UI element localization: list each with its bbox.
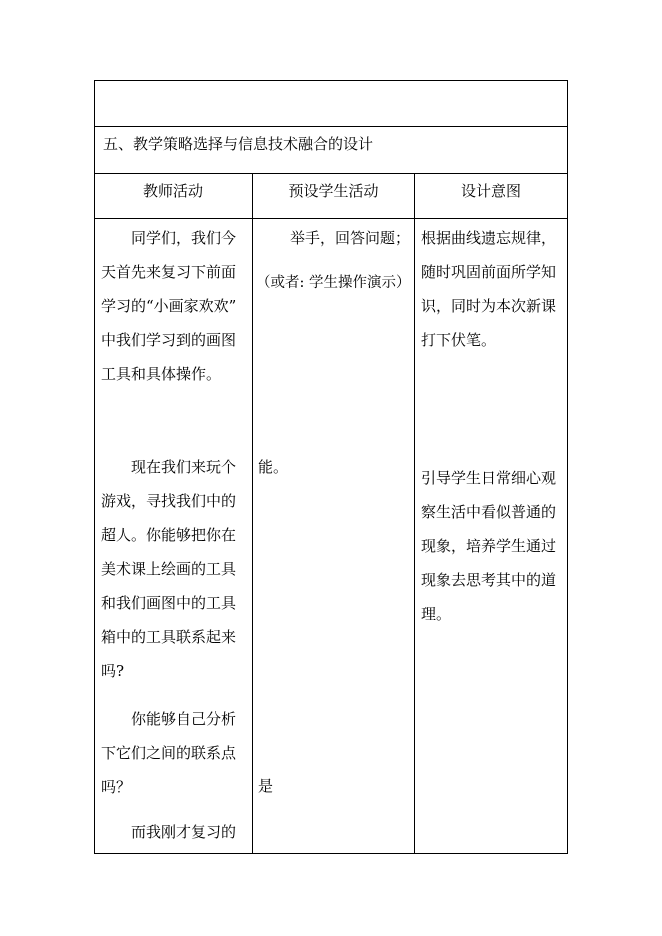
teacher-paragraph-3 <box>101 702 236 804</box>
text-line: 中我们学习到的画图 <box>101 331 237 349</box>
text-line: 打下伏笔。 <box>421 331 497 349</box>
section-title: 五、教学策略选择与信息技术融合的设计 <box>103 135 374 153</box>
text-line: 你能够自己分析 <box>131 710 237 728</box>
header-row-top-border <box>94 173 568 174</box>
text-line: 工具和具体操作。 <box>101 365 222 383</box>
student-response-3: 能。 <box>258 458 289 476</box>
text-line: 超人。你能够把你在 <box>101 526 237 544</box>
text-line: 游戏，寻找我们中的 <box>101 492 237 510</box>
text-line: 而我刚才复习的 <box>131 823 237 841</box>
intent-paragraph-2 <box>421 461 556 631</box>
teacher-paragraph-2 <box>101 450 236 688</box>
text-line: 学习的“小画家欢欢” <box>101 297 237 315</box>
section-row-top-border <box>94 126 568 127</box>
column-divider-2 <box>414 173 415 854</box>
table-bottom-border <box>94 853 568 854</box>
text-line: 察生活中看似普通的 <box>421 503 557 521</box>
text-line: 根据曲线遗忘规律， <box>421 229 557 247</box>
text-line: 和我们画图中的工具 <box>101 594 237 612</box>
student-response-2: （或者: 学生操作演示） <box>256 275 411 291</box>
text-line: 吗？ <box>101 778 132 796</box>
text-line: 现象去思考其中的道 <box>421 571 557 589</box>
text-line: 天首先来复习下前面 <box>101 263 237 281</box>
teacher-paragraph-4 <box>101 815 236 849</box>
intent-paragraph-1 <box>421 221 556 357</box>
text-line: 美术课上绘画的工具 <box>101 560 237 578</box>
text-line: 下它们之间的联系点 <box>101 744 237 762</box>
student-response-1: 举手，回答问题； <box>290 229 411 247</box>
text-line: 吗? <box>101 662 125 680</box>
column-divider-1 <box>252 173 253 854</box>
header-design-intent: 设计意图 <box>460 182 521 200</box>
student-response-4: 是 <box>258 777 274 795</box>
table-top-border <box>94 80 568 81</box>
text-line: 识，同时为本次新课 <box>421 297 557 315</box>
header-teacher-activity: 教师活动 <box>142 182 203 200</box>
text-line: 现象，培养学生通过 <box>421 537 557 555</box>
text-line: 随时巩固前面所学知 <box>421 263 557 281</box>
text-line: 现在我们来玩个 <box>131 458 237 476</box>
text-line: 同学们，我们今 <box>131 229 237 247</box>
text-line: 理。 <box>421 605 452 623</box>
header-student-activity: 预设学生活动 <box>288 182 379 200</box>
text-line: 箱中的工具联系起来 <box>101 628 237 646</box>
header-row-bottom-border <box>94 218 568 219</box>
teacher-paragraph-1 <box>101 221 236 391</box>
text-line: 引导学生日常细心观 <box>421 469 557 487</box>
table-right-border <box>567 80 568 854</box>
